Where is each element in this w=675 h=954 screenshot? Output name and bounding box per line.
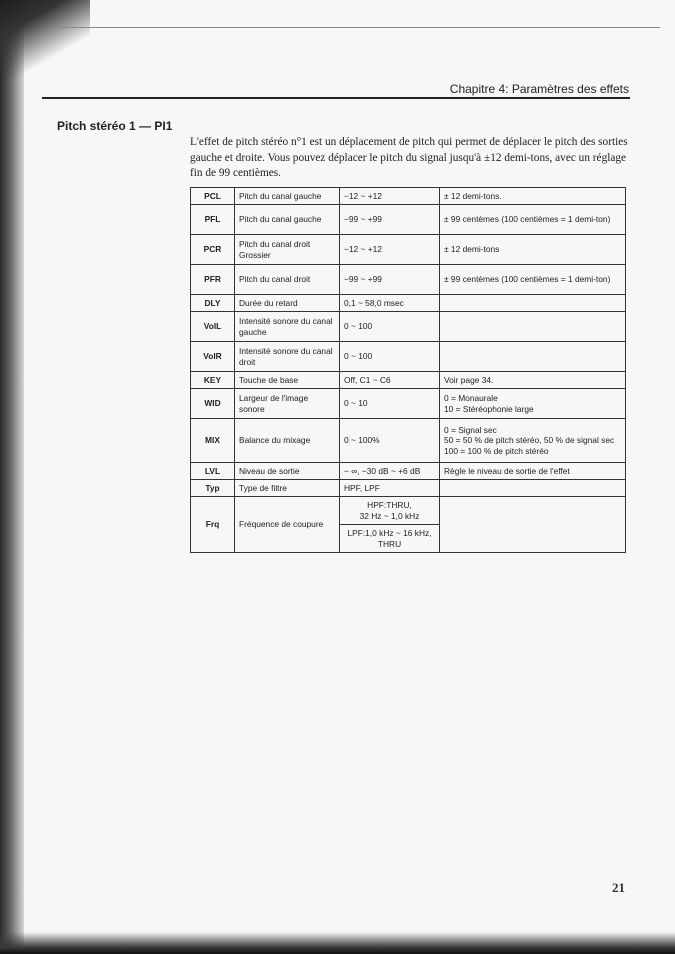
param-name: Pitch du canal gauche [235, 188, 340, 205]
table-row [191, 419, 626, 463]
param-note [440, 312, 626, 342]
param-name: Touche de base [235, 372, 340, 389]
param-range: −99 ~ +99 [340, 265, 440, 295]
param-abbr: DLY [191, 295, 235, 312]
param-abbr: MIX [191, 419, 235, 463]
param-name: Intensité sonore du canal gauche [235, 312, 340, 342]
param-note [440, 342, 626, 372]
scan-edge-bottom [0, 932, 675, 954]
param-note: ± 12 demi-tons [440, 235, 626, 265]
param-name: Pitch du canal droit [235, 265, 340, 295]
param-name: Niveau de sortie [235, 463, 340, 480]
param-range: 0 ~ 100 [340, 342, 440, 372]
table-row [191, 342, 626, 372]
param-note: 0 = Monaurale 10 = Stéréophonie large [440, 389, 626, 419]
scan-shadow-corner [0, 0, 90, 95]
table-row [191, 463, 626, 480]
parameters-table-body [191, 188, 626, 553]
param-name: Balance du mixage [235, 419, 340, 463]
param-name: Fréquence de coupure [235, 497, 340, 553]
table-row [191, 312, 626, 342]
scan-edge-left [0, 0, 24, 954]
table-row [191, 497, 626, 553]
param-note [440, 497, 626, 553]
param-range: 0,1 ~ 58,0 msec [340, 295, 440, 312]
param-abbr: KEY [191, 372, 235, 389]
table-row [191, 372, 626, 389]
param-name: Durée du retard [235, 295, 340, 312]
param-range: 0 ~ 10 [340, 389, 440, 419]
param-abbr: Frq [191, 497, 235, 553]
table-row [191, 265, 626, 295]
param-range: 0 ~ 100 [340, 312, 440, 342]
intro-paragraph: L'effet de pitch stéréo n°1 est un déplacement de pitch qui permet de déplacer le pitch des sorties gauche et droite. Vous pouvez déplacer le pitch du signal jusqu'à ±12 demi-tons, avec un réglage fin de 99 centièmes. [190, 136, 628, 179]
param-note: 0 = Signal sec 50 = 50 % de pitch stéréo, 50 % de signal sec 100 = 100 % de pitch stéréo [440, 419, 626, 463]
param-abbr: PFL [191, 205, 235, 235]
chapter-rule [42, 97, 630, 99]
top-rule [60, 27, 660, 28]
param-range: −99 ~ +99 [340, 205, 440, 235]
table-row [191, 295, 626, 312]
param-abbr: VolR [191, 342, 235, 372]
table-row [191, 205, 626, 235]
param-name: Type de filtre [235, 480, 340, 497]
param-abbr: Typ [191, 480, 235, 497]
param-abbr: VolL [191, 312, 235, 342]
param-abbr: PCL [191, 188, 235, 205]
table-row [191, 480, 626, 497]
param-range: −12 ~ +12 [340, 188, 440, 205]
page-number: 21 [612, 880, 625, 895]
param-name: Largeur de l'image sonore [235, 389, 340, 419]
param-abbr: PFR [191, 265, 235, 295]
param-name: Intensité sonore du canal droit [235, 342, 340, 372]
range-lpf: LPF:1,0 kHz ~ 16 kHz, THRU [347, 528, 432, 549]
param-note: ± 99 centèmes (100 centièmes = 1 demi-ton) [440, 265, 626, 295]
param-range: Off, C1 ~ C6 [340, 372, 440, 389]
param-range [340, 497, 440, 553]
param-range: −12 ~ +12 [340, 235, 440, 265]
table-row [191, 235, 626, 265]
param-note: Voir page 34. [440, 372, 626, 389]
param-note [440, 480, 626, 497]
param-note [440, 295, 626, 312]
table-row [191, 188, 626, 205]
section-title: Pitch stéréo 1 — PI1 [57, 119, 173, 133]
param-abbr: PCR [191, 235, 235, 265]
parameters-table [190, 187, 626, 553]
param-note: ± 12 demi-tons. [440, 188, 626, 205]
table-row [191, 389, 626, 419]
param-name: Pitch du canal droit Grossier [235, 235, 340, 265]
param-range: HPF, LPF [340, 480, 440, 497]
param-abbr: LVL [191, 463, 235, 480]
param-note: Règle le niveau de sortie de l'effet [440, 463, 626, 480]
range-hpf: HPF:THRU, 32 Hz ~ 1,0 kHz [340, 497, 439, 525]
chapter-header: Chapitre 4: Paramètres des effets [449, 82, 629, 96]
param-name: Pitch du canal gauche [235, 205, 340, 235]
param-range: − ∞, −30 dB ~ +6 dB [340, 463, 440, 480]
param-note: ± 99 centèmes (100 centièmes = 1 demi-ton) [440, 205, 626, 235]
param-range: 0 ~ 100% [340, 419, 440, 463]
param-abbr: WID [191, 389, 235, 419]
